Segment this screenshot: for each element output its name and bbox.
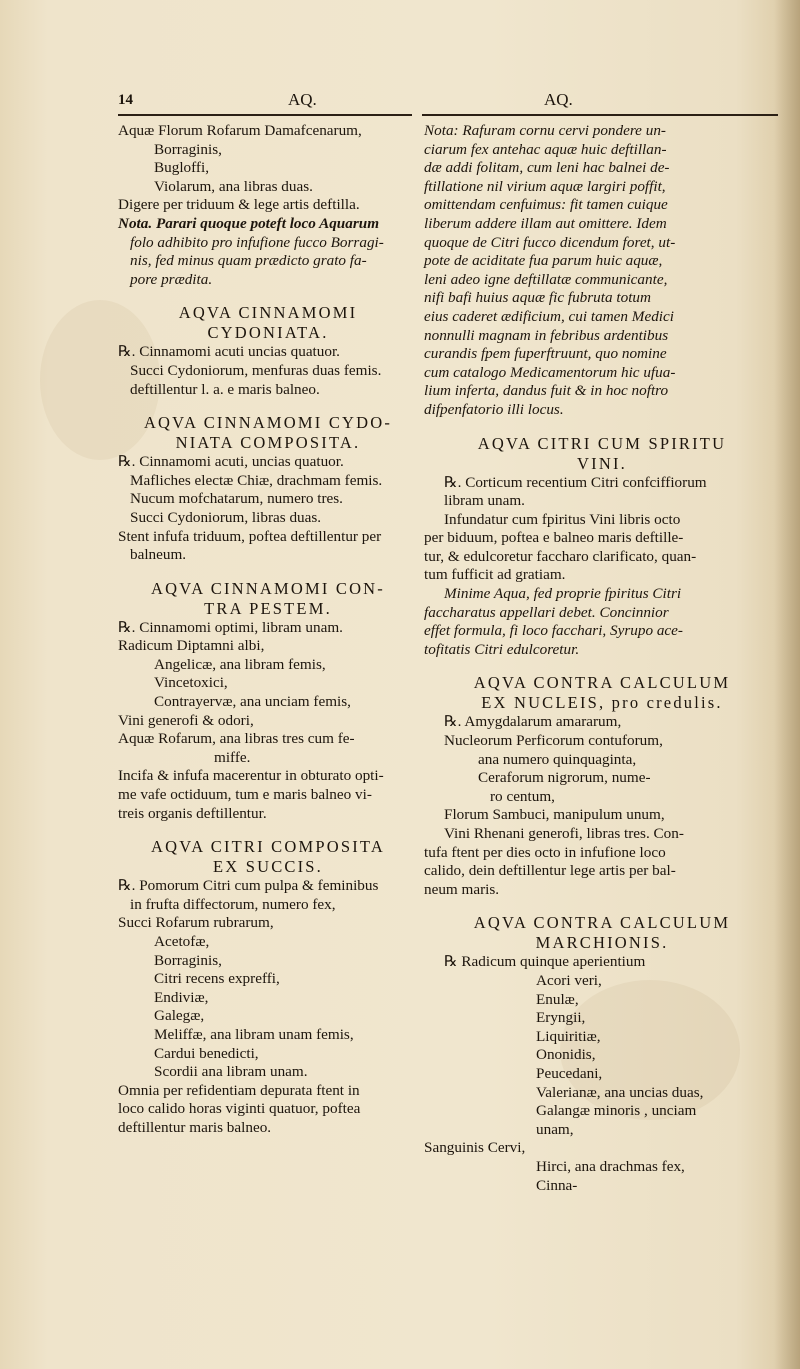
text-line: tofitatis Citri edulcoretur. bbox=[424, 640, 580, 658]
section-gap bbox=[118, 289, 418, 295]
text-line: Nota: Rafuram cornu cervi pondere un- bbox=[424, 122, 666, 139]
text-line: curandis fpem fuperftruunt, quo nomine bbox=[424, 345, 667, 363]
text-line: Minime Aqua, fed proprie fpiritus Citri bbox=[444, 585, 682, 603]
text-line: ciarum fex antehac aquæ huic deftillan- bbox=[424, 140, 667, 158]
text-line: Cardui benedicti, bbox=[154, 1044, 259, 1062]
right-column bbox=[424, 122, 780, 1195]
text-line: Endiviæ, bbox=[154, 988, 209, 1006]
running-head-right: AQ. bbox=[544, 90, 573, 109]
text-line: ftillatione nil virium aquæ largiri poffit, bbox=[424, 177, 666, 195]
section-gap bbox=[424, 899, 780, 905]
section-title bbox=[118, 837, 418, 877]
text-line: Bugloffi, bbox=[154, 159, 209, 177]
text-line: ℞. Cinnamomi optimi, libram unam. bbox=[118, 618, 343, 636]
section-title bbox=[424, 434, 780, 474]
section-title-line: AQVA CONTRA CALCULUM bbox=[473, 673, 731, 693]
text-line: ℞. Corticum recentium Citri confciffiorum bbox=[444, 473, 707, 491]
section-title-line: EX SUCCIS. bbox=[212, 857, 324, 877]
text-line: treis organis deftillentur. bbox=[118, 804, 267, 822]
text-line: Contrayervæ, ana unciam femis, bbox=[154, 693, 351, 711]
text-line: ℞. Cinnamomi acuti, uncias quatuor. bbox=[118, 453, 344, 471]
text-line: lium inferta, dandus fuit & in hoc noftro bbox=[424, 382, 669, 400]
text-line: Vini Rhenani generofi, libras tres. Con- bbox=[444, 825, 684, 842]
text-line: unam, bbox=[536, 1120, 574, 1138]
text-line: balneum. bbox=[130, 546, 187, 564]
section-title-line: AQVA CINNAMOMI CYDO- bbox=[143, 413, 393, 433]
text-line: Mafliches electæ Chiæ, drachmam femis. bbox=[130, 471, 383, 489]
text-line: Valerianæ, ana uncias duas, bbox=[536, 1083, 704, 1101]
text-line: leni adeo igne deftillatæ communicante, bbox=[424, 270, 668, 288]
section-title-line: AQVA CINNAMOMI bbox=[178, 303, 358, 323]
section-gap bbox=[424, 420, 780, 426]
text-line: loco calido horas viginti quatuor, poftea bbox=[118, 1100, 361, 1118]
text-line: quoque de Citri fucco dicendum foret, ut- bbox=[424, 233, 676, 251]
header-rule-left bbox=[118, 114, 412, 116]
text-line: Aquæ Rofarum, ana libras tres cum fe- bbox=[118, 730, 355, 748]
text-line: difpenfatorio illi locus. bbox=[424, 400, 564, 418]
text-line: Meliffæ, ana libram unam femis, bbox=[154, 1025, 354, 1043]
text-line: eius caderet ædificium, cui tamen Medici bbox=[424, 307, 674, 325]
text-line: tum fufficit ad gratiam. bbox=[424, 566, 566, 584]
section-title bbox=[118, 579, 418, 619]
page-number: 14 bbox=[118, 92, 133, 108]
text-line: Angelicæ, ana libram femis, bbox=[154, 655, 326, 673]
text-line: deftillentur l. a. e maris balneo. bbox=[130, 380, 320, 398]
text-line: Liquiritiæ, bbox=[536, 1027, 601, 1045]
text-line: effet formula, fi loco facchari, Syrupo ace- bbox=[424, 622, 683, 640]
text-line: Hirci, ana drachmas fex, bbox=[536, 1157, 685, 1175]
section-title bbox=[424, 673, 780, 713]
text-line: Acetofæ, bbox=[154, 933, 210, 950]
running-head-left: AQ. bbox=[288, 90, 317, 109]
text-line: tufa ftent per dies octo in infufione loco bbox=[424, 843, 666, 861]
text-line: pote de aciditate fua parum huic aquæ, bbox=[424, 252, 663, 270]
text-line: pore prædita. bbox=[130, 270, 213, 288]
text-line: Nucleorum Perficorum contuforum, bbox=[444, 732, 663, 750]
text-line: nifi bafi huius aquæ fic fubruta totum bbox=[424, 289, 651, 307]
section-title-line: NIATA COMPOSITA. bbox=[175, 433, 361, 453]
text-line: Galegæ, bbox=[154, 1007, 205, 1025]
text-line: Digere per triduum & lege artis deftilla. bbox=[118, 196, 360, 214]
text-line: per biduum, poftea e balneo maris deftille- bbox=[424, 529, 684, 547]
text-line: Borraginis, bbox=[154, 140, 222, 158]
text-line: Scordii ana libram unam. bbox=[154, 1063, 308, 1081]
section-title-line: AQVA CINNAMOMI CON- bbox=[150, 578, 385, 598]
text-line: liberum addere illam aut omittere. Idem bbox=[424, 214, 667, 232]
text-line: neum maris. bbox=[424, 880, 500, 898]
text-line: ℞. Amygdalarum amararum, bbox=[444, 713, 622, 731]
text-line: me vafe octiduum, tum e maris balneo vi- bbox=[118, 786, 372, 804]
section-title-line: VINI. bbox=[577, 453, 627, 473]
text-line: tur, & edulcoretur faccharo clarificato, quan- bbox=[424, 547, 697, 565]
text-line: ℞ Radicum quinque aperientium bbox=[444, 953, 646, 971]
text-line: calido, dein deftillentur lege artis per bal- bbox=[424, 862, 676, 880]
text-line: Succi Cydoniorum, menfuras duas femis. bbox=[130, 361, 382, 379]
text-line: Vincetoxici, bbox=[154, 674, 228, 692]
section-title-line: AQVA CITRI COMPOSITA bbox=[151, 837, 385, 857]
text-line: libram unam. bbox=[444, 492, 525, 510]
text-line: miffe. bbox=[214, 748, 251, 766]
text-line: Acori veri, bbox=[536, 971, 602, 989]
text-line: nonnulli magnam in febribus ardentibus bbox=[424, 326, 669, 344]
text-line: Sanguinis Cervi, bbox=[424, 1139, 526, 1157]
section-gap bbox=[118, 565, 418, 571]
section-gap bbox=[424, 659, 780, 665]
text-line: Enulæ, bbox=[536, 990, 579, 1008]
section-title-line: CYDONIATA. bbox=[207, 323, 329, 343]
text-line: Citri recens expreffi, bbox=[154, 970, 280, 988]
section-title-line: AQVA CITRI CUM SPIRITU bbox=[477, 433, 727, 453]
section-title-line: MARCHIONIS. bbox=[535, 933, 669, 953]
text-line: ℞. Cinnamomi acuti uncias quatuor. bbox=[118, 343, 340, 361]
text-line: Incifa & infufa macerentur in obturato opti- bbox=[118, 767, 384, 785]
text-line: Vini generofi & odori, bbox=[118, 711, 254, 729]
text-line: in frufta diffectorum, numero fex, bbox=[130, 895, 336, 913]
text-line: omittendam cenfuimus: fit tamen cuique bbox=[424, 196, 668, 214]
text-line: faccharatus appellari debet. Concinnior bbox=[424, 603, 669, 621]
section-title bbox=[118, 413, 418, 453]
text-line: Succi Cydoniorum, libras duas. bbox=[130, 508, 322, 526]
text-line: Florum Sambuci, manipulum unum, bbox=[444, 806, 665, 824]
text-line: Stent infufa triduum, poftea deftillentur per bbox=[118, 527, 382, 545]
text-line: nis, fed minus quam prædicto grato fa- bbox=[130, 252, 367, 270]
text-line: Nucum mofchatarum, numero tres. bbox=[130, 490, 343, 508]
text-line: Eryngii, bbox=[536, 1009, 586, 1027]
text-line: Omnia per refidentiam depurata ftent in bbox=[118, 1081, 360, 1099]
section-title bbox=[424, 913, 780, 953]
text-line: Nota. Parari quoque poteft loco Aquarum bbox=[118, 214, 380, 232]
text-line: cum catalogo Medicamentorum hic ufua- bbox=[424, 363, 676, 381]
text-line: Ceraforum nigrorum, nume- bbox=[478, 769, 651, 787]
section-gap bbox=[118, 823, 418, 829]
text-line: deftillentur maris balneo. bbox=[118, 1118, 272, 1136]
text-line: Aquæ Florum Rofarum Damafcenarum, bbox=[118, 122, 362, 139]
header-rule-right bbox=[422, 114, 778, 116]
left-column bbox=[118, 122, 418, 1138]
section-title-line: EX NUCLEIS, pro credulis. bbox=[481, 693, 723, 713]
text-line: Succi Rofarum rubrarum, bbox=[118, 914, 274, 932]
section-gap bbox=[118, 399, 418, 405]
text-line: Borraginis, bbox=[154, 951, 222, 969]
text-line: folo adhibito pro infufione fucco Borragi- bbox=[130, 233, 384, 251]
text-line: Peucedani, bbox=[536, 1064, 603, 1082]
text-line: ℞. Pomorum Citri cum pulpa & feminibus bbox=[118, 877, 379, 895]
section-title bbox=[118, 303, 418, 343]
text-line: Violarum, ana libras duas. bbox=[154, 177, 313, 195]
text-line: Galangæ minoris , unciam bbox=[536, 1102, 697, 1120]
text-line: Ononidis, bbox=[536, 1046, 596, 1064]
text-line: Radicum Diptamni albi, bbox=[118, 637, 265, 655]
text-line: Infundatur cum fpiritus Vini libris octo bbox=[444, 510, 681, 528]
text-line: ro centum, bbox=[490, 787, 555, 805]
page-header bbox=[118, 92, 778, 114]
section-title-line: TRA PESTEM. bbox=[204, 598, 332, 618]
text-line: Cinna- bbox=[536, 1176, 578, 1194]
text-line: ana numero quinquaginta, bbox=[478, 750, 637, 768]
text-line: dæ addi folitam, cum leni hac balnei de- bbox=[424, 159, 670, 177]
section-title-line: AQVA CONTRA CALCULUM bbox=[473, 913, 731, 933]
